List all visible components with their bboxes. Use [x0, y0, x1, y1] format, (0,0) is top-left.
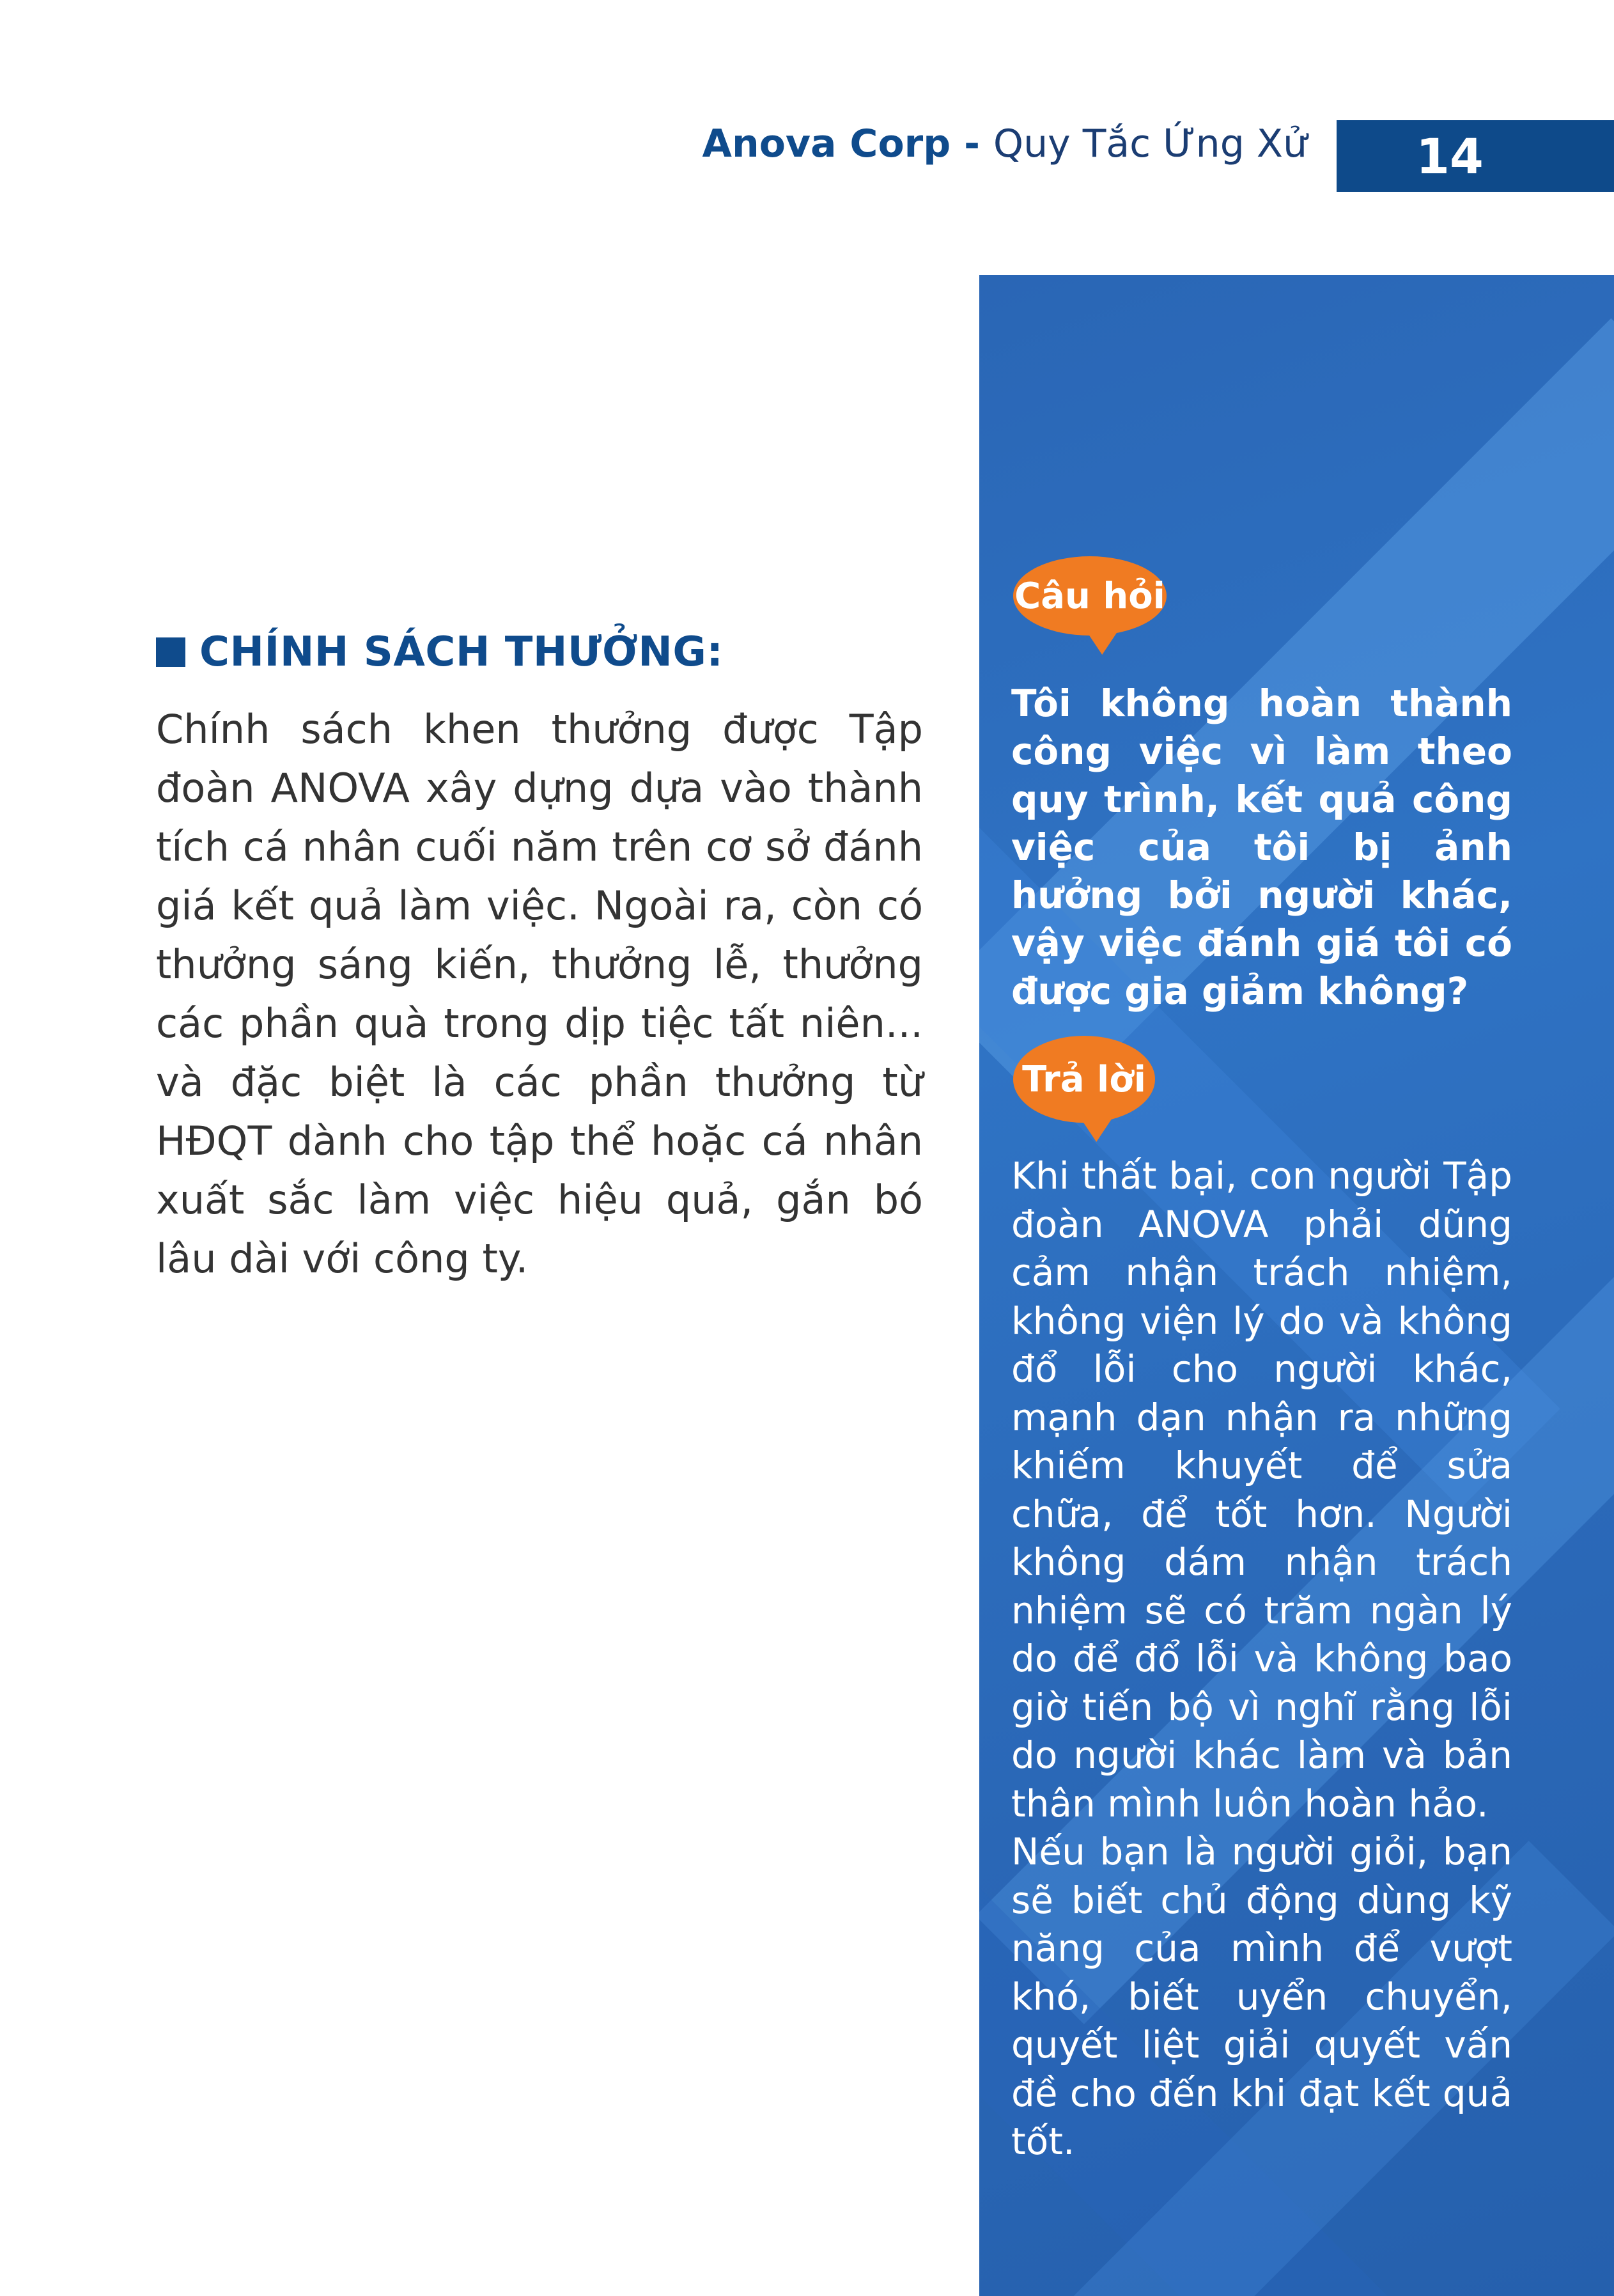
header-separator: -: [951, 121, 993, 166]
question-bubble: [1013, 556, 1167, 636]
page-number: 14: [1416, 127, 1484, 185]
question-label: Câu hỏi: [1014, 575, 1165, 617]
answer-paragraph-2: Nếu bạn là người giỏi, bạn sẽ biết chủ động dùng kỹ năng của mình để vượt khó, biết uyển chuyển, quyết liệt giải quyết vấn đề cho đến khi đạt kết quả tốt.: [1011, 1830, 1512, 2163]
brand-name: Anova Corp: [702, 121, 951, 166]
answer-text: [1011, 1152, 1512, 2166]
section-body: Chính sách khen thưởng được Tập đoàn ANOVA xây dựng dựa vào thành tích cá nhân cuối năm trên cơ sở đánh giá kết quả làm việc. Ngoài ra, còn có thưởng sáng kiến, thưởng lễ, thưởng các phần quà trong dịp tiệc tất niên... và đặc biệt là các phần thưởng từ HĐQT dành cho tập thể hoặc cá nhân xuất sắc làm việc hiệu quả, gắn bó lâu dài với công ty.: [156, 706, 923, 1282]
header-title: [702, 121, 1307, 166]
answer-label: Trả lời: [1022, 1058, 1146, 1100]
page-number-box: [1337, 120, 1614, 192]
square-bullet-icon: [156, 637, 185, 667]
question-text: Tôi không hoàn thành công việc vì làm theo quy trình, kết quả công việc của tôi bị ảnh hưởng bởi người khác, vậy việc đánh giá tôi có được gia giảm không?: [1011, 682, 1512, 1013]
document-title: Quy Tắc Ứng Xử: [993, 121, 1307, 166]
answer-paragraph-1: Khi thất bại, con người Tập đoàn ANOVA phải dũng cảm nhận trách nhiệm, không viện lý do và không đổ lỗi cho người khác, mạnh dạn nhận ra những khiếm khuyết để sửa chữa, để tốt hơn. Người không dám nhận trách nhiệm sẽ có trăm ngàn lý do để đổ lỗi và không bao giờ tiến bộ vì nghĩ rằng lỗi do người khác làm và bản thân mình luôn hoàn hảo.: [1011, 1154, 1512, 1825]
answer-bubble: [1013, 1036, 1155, 1123]
section-heading: [156, 629, 723, 676]
section-heading-text: CHÍNH SÁCH THƯỞNG:: [199, 629, 724, 676]
